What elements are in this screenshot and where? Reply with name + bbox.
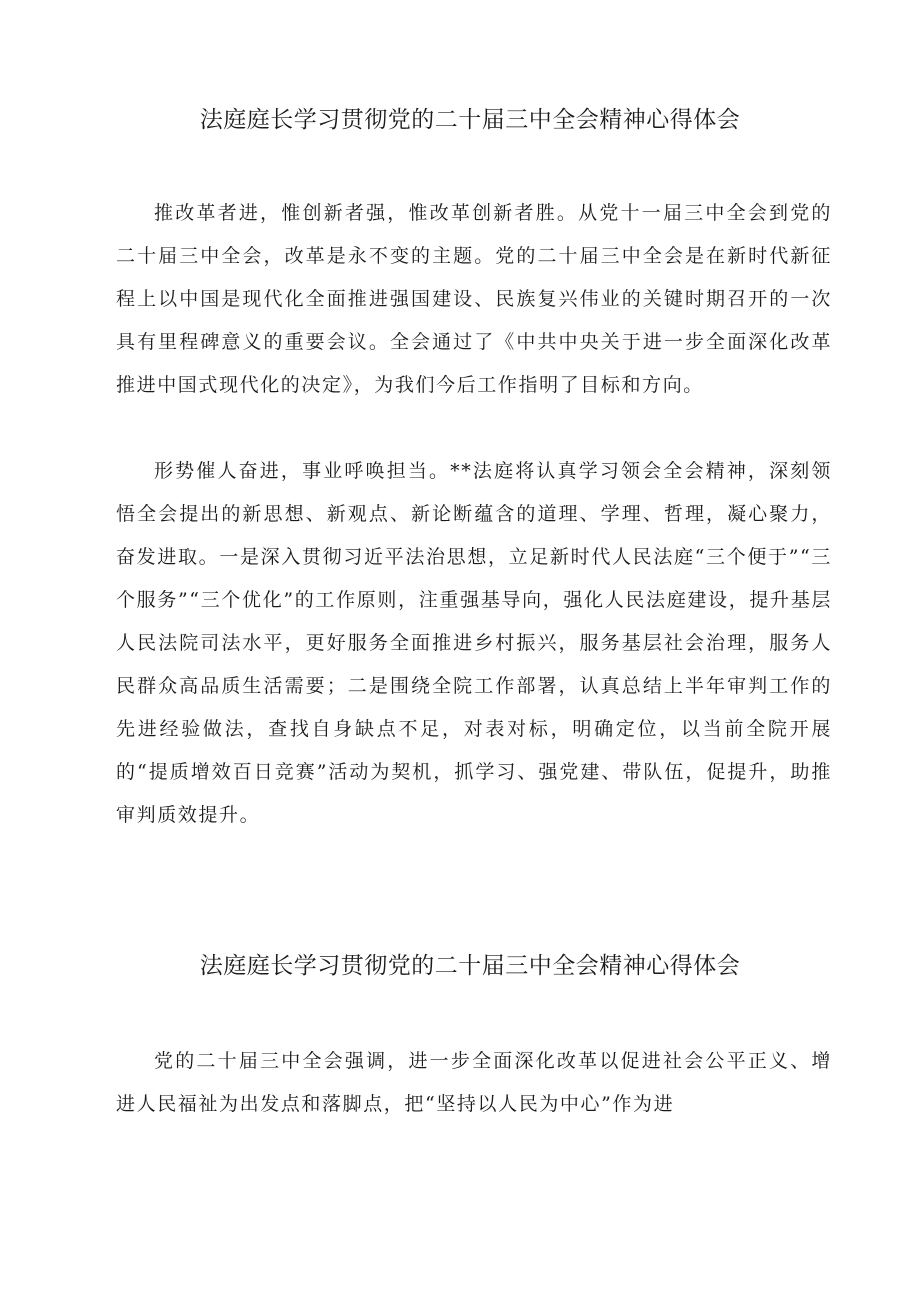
section-title-2: 法庭庭长学习贯彻党的二十届三中全会精神心得体会 xyxy=(199,953,741,979)
paragraph-1: 推改革者进，惟创新者强，惟改革创新者胜。从党十一届三中全会到党的二十届三中全会，改革是永不变的主题。党的二十届三中全会是在新时代新征程上以中国是现代化全面推进强国建设、民族复兴伟业的关键时期召开的一次具有里程碑意义的重要会议。全会通过了《中共中央关于进一步全面深化改革推进中国式现代化的决定》，为我们今后工作指明了目标和方向。 xyxy=(116,202,832,396)
paragraph-2: 形势催人奋进，事业呼唤担当。**法庭将认真学习领会全会精神，深刻领悟全会提出的新思想、新观点、新论断蕴含的道理、学理、哲理，凝心聚力，奋发进取。一是深入贯彻习近平法治思想，立足新时代人民法庭“三个便于”“三个服务”“三个优化”的工作原则，注重强基导向，强化人民法庭建设，提升基层人民法院司法水平，更好服务全面推进乡村振兴，服务基层社会治理，服务人民群众高品质生活需要；二是围绕全院工作部署，认真总结上半年审判工作的先进经验做法，查找自身缺点不足，对表对标，明确定位，以当前全院开展的“提质增效百日竞赛”活动为契机，抓学习、强党建、带队伍，促提升，助推审判质效提升。 xyxy=(116,460,832,826)
section-title-1: 法庭庭长学习贯彻党的二十届三中全会精神心得体会 xyxy=(199,107,741,133)
paragraph-3: 党的二十届三中全会强调，进一步全面深化改革以促进社会公平正义、增进人民福祉为出发点和落脚点，把“坚持以人民为中心”作为进 xyxy=(116,1050,832,1115)
